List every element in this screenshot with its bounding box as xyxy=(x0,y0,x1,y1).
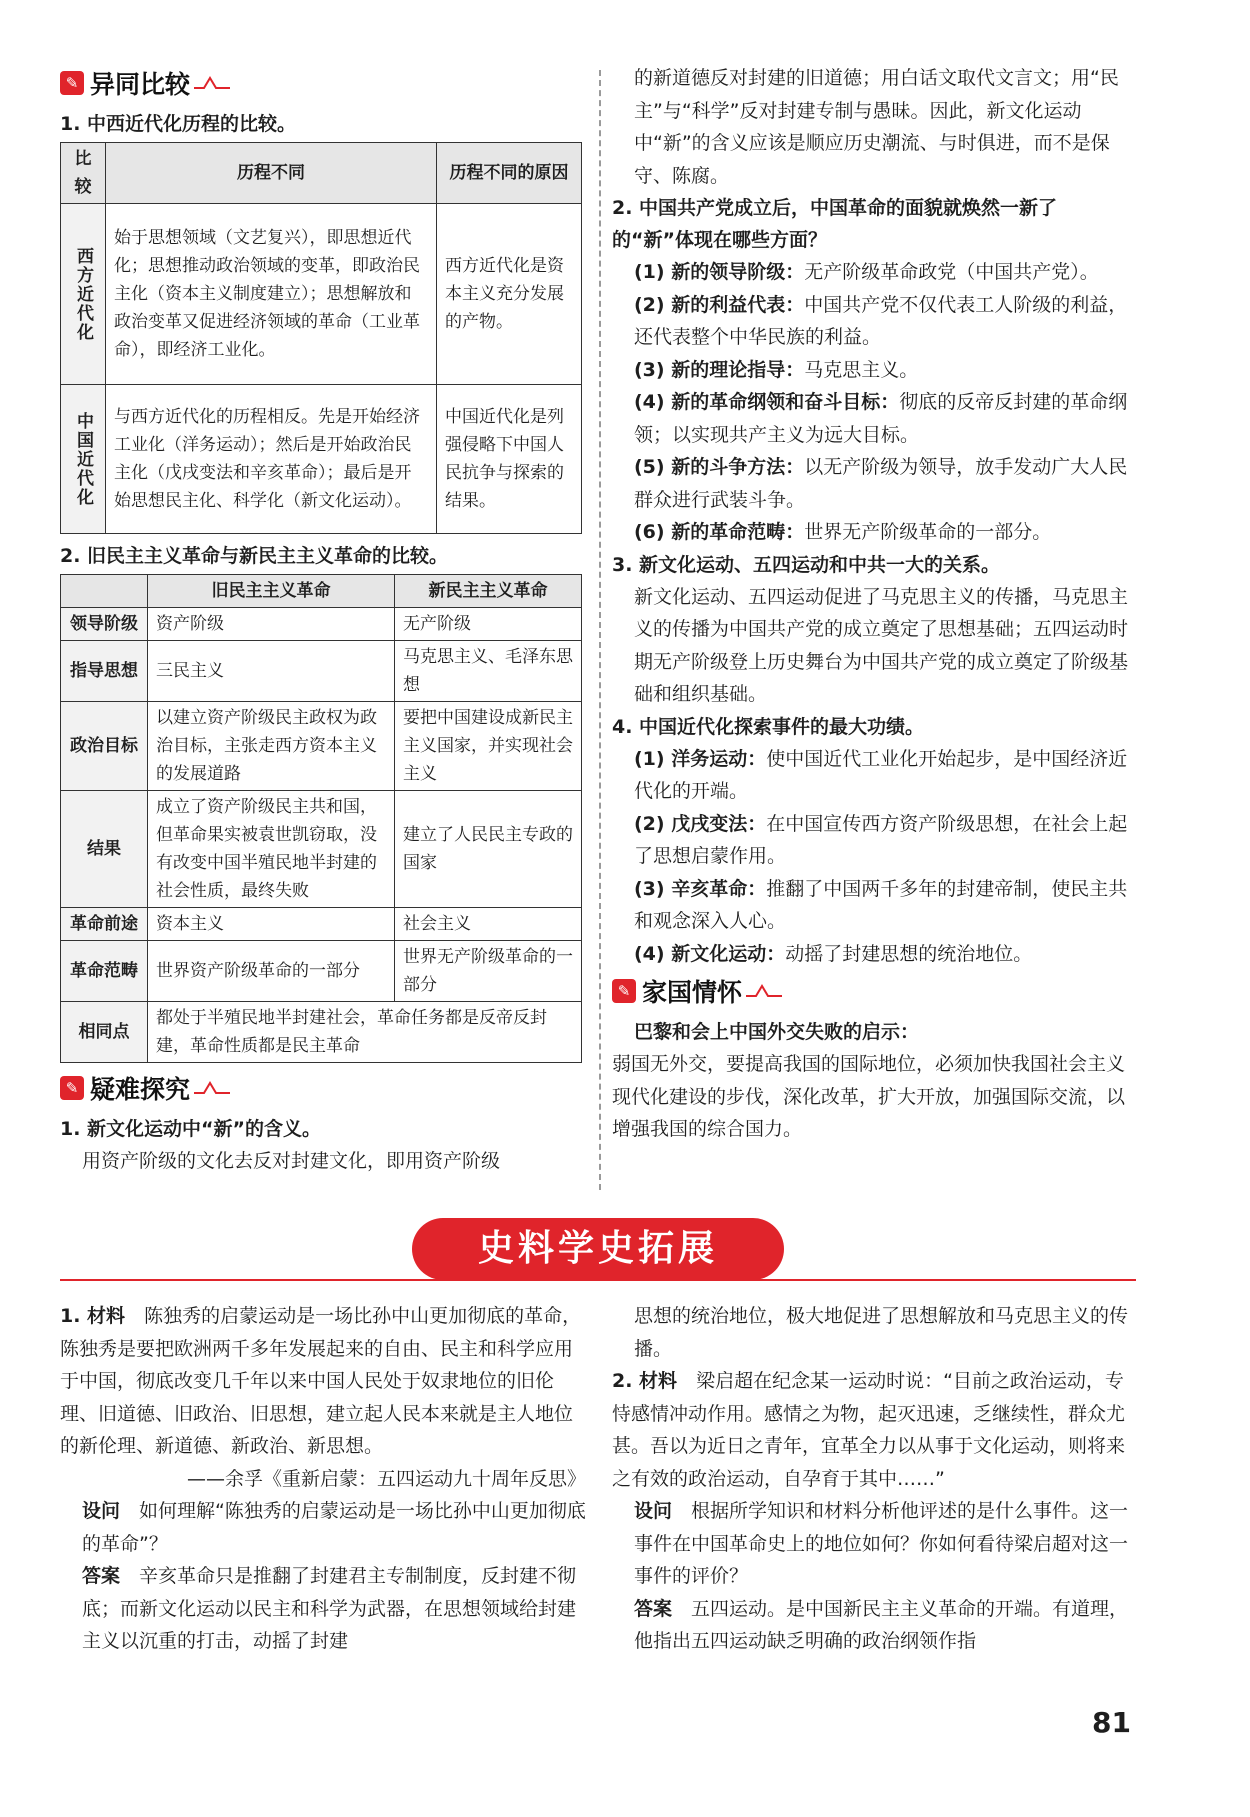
row-label: 中国近代化 xyxy=(61,385,106,534)
row-label: 革命范畴 xyxy=(61,941,148,1002)
table-cell: 建立了人民民主专政的国家 xyxy=(395,791,582,908)
table2-header-row xyxy=(61,575,582,608)
column-divider xyxy=(599,70,601,1190)
table-row xyxy=(61,204,582,385)
table1-header-row xyxy=(61,143,582,204)
extension-banner: 史料学史拓展 xyxy=(412,1218,784,1280)
list-item: (4) 新文化运动：动摇了封建思想的统治地位。 xyxy=(634,942,1033,965)
material-1: 1. 材料 陈独秀的启蒙运动是一场比孙中山更加彻底的革命，陈独秀是要把欧洲两千多年发展起来的自由、民主和科学应用于中国，彻底改变几千年以来中国人民处于奴隶地位的旧伦理、旧道德、旧政治、旧思想，建立起人民本来就是主人地位的新伦理、新道德、新政治、新思想。 xyxy=(60,1305,582,1457)
table-cell: 成立了资产阶级民主共和国，但革命果实被袁世凯窃取，没有改变中国半殖民地半封建的社会性质，最终失败 xyxy=(148,791,395,908)
extension-left xyxy=(60,1300,586,1658)
material-2: 2. 材料 梁启超在纪念某一运动时说：“目前之政治运动，专恃感情冲动作用。感情之为物，起灭迅速，乏继续性，群众尤甚。吾以为近日之青年，宜革全力以从事于文化运动，则将来之有效的政治运动，自孕育于其中……” xyxy=(612,1370,1126,1490)
row-label: 指导思想 xyxy=(61,641,148,702)
table-cell: 始于思想领域（文艺复兴），即思想近代化；思想推动政治领域的变革，即政治民主化（资本主义制度建立）；思想解放和政治变革又促进经济领域的革命（工业革命），即经济工业化。 xyxy=(106,204,437,385)
row-label: 西方近代化 xyxy=(61,204,106,385)
table2-header: 新民主主义革命 xyxy=(395,575,582,608)
row-label: 领导阶级 xyxy=(61,608,148,641)
section-diff-title: 异同比较 xyxy=(90,70,191,99)
page-number: 81 xyxy=(1092,1706,1131,1739)
table2 xyxy=(60,574,582,1063)
hard-q4: 4. 中国近代化探索事件的最大功绩。 xyxy=(612,715,925,738)
answer-1: 答案 辛亥革命只是推翻了封建君主专制制度，反封建不彻底；而新文化运动以民主和科学为武器，在思想领域给封建主义以沉重的打击，动摇了封建 xyxy=(82,1565,577,1652)
home-text: 弱国无外交，要提高我国的国际地位，必须加快我国社会主义现代化建设的步伐，深化改革，扩大开放，加强国际交流，以增强我国的综合国力。 xyxy=(612,1053,1126,1140)
table-cell: 无产阶级 xyxy=(395,608,582,641)
right-column xyxy=(612,62,1138,1146)
table-cell: 马克思主义、毛泽东思想 xyxy=(395,641,582,702)
section-home-header xyxy=(612,970,1138,1012)
table-row xyxy=(61,608,582,641)
answer-1-cont: 思想的统治地位，极大地促进了思想解放和马克思主义的传播。 xyxy=(634,1305,1129,1360)
hard-a3: 新文化运动、五四运动促进了马克思主义的传播，马克思主义的传播为中国共产党的成立奠定了思想基础；五四运动时期无产阶级登上历史舞台为中国共产党的成立奠定了阶级基础和组织基础。 xyxy=(634,585,1129,705)
row-label: 革命前途 xyxy=(61,908,148,941)
table-cell: 资本主义 xyxy=(148,908,395,941)
question-1: 设问 如何理解“陈独秀的启蒙运动是一场比孙中山更加彻底的革命”？ xyxy=(82,1500,586,1555)
table-cell: 要把中国建设成新民主主义国家，并实现社会主义 xyxy=(395,702,582,791)
list-item: (3) 新的理论指导：马克思主义。 xyxy=(634,358,919,381)
table1 xyxy=(60,142,582,534)
list-item: (4) 新的革命纲领和奋斗目标：彻底的反帝反封建的革命纲领；以实现共产主义为远大目标。 xyxy=(634,391,1128,446)
hard-a1-part1: 用资产阶级的文化去反对封建文化，即用资产阶级 xyxy=(82,1150,501,1172)
left-column xyxy=(60,62,586,1178)
table-cell: 与西方近代化的历程相反。先是开始经济工业化（洋务运动）；然后是开始政治民主化（戊戌变法和辛亥革命）；最后是开始思想民主化、科学化（新文化运动）。 xyxy=(106,385,437,534)
table-cell: 三民主义 xyxy=(148,641,395,702)
list-item: (2) 新的利益代表：中国共产党不仅代表工人阶级的利益，还代表整个中华民族的利益。 xyxy=(634,293,1128,348)
table-cell: 西方近代化是资本主义充分发展的产物。 xyxy=(437,204,582,385)
table2-header: 旧民主主义革命 xyxy=(148,575,395,608)
list-item: (3) 辛亥革命：推翻了中国两千多年的封建帝制，使民主共和观念深入人心。 xyxy=(634,877,1128,932)
pencil-icon: ✎ xyxy=(60,71,84,95)
table-row xyxy=(61,941,582,1002)
table-row xyxy=(61,1002,582,1063)
table-cell: 中国近代化是列强侵略下中国人民抗争与探索的结果。 xyxy=(437,385,582,534)
hard-q3: 3. 新文化运动、五四运动和中共一大的关系。 xyxy=(612,553,1001,576)
list-item: (1) 新的领导阶级：无产阶级革命政党（中国共产党）。 xyxy=(634,261,1099,283)
table-row xyxy=(61,702,582,791)
home-title: 巴黎和会上中国外交失败的启示： xyxy=(634,1021,920,1043)
list-item: (2) 戊戌变法：在中国宣传西方资产阶级思想，在社会上起了思想启蒙作用。 xyxy=(634,812,1128,867)
question-2: 设问 根据所学知识和材料分析他评述的是什么事件。这一事件在中国革命史上的地位如何？你如何看待梁启超对这一事件的评价？ xyxy=(634,1500,1129,1587)
row-label: 相同点 xyxy=(61,1002,148,1063)
hard-q2: 2. 中国共产党成立后，中国革命的面貌就焕然一新了的“新”体现在哪些方面？ xyxy=(612,197,1058,251)
table-cell: 以建立资产阶级民主政权为政治目标，主张走西方资本主义的发展道路 xyxy=(148,702,395,791)
wave-icon xyxy=(194,1081,230,1095)
table1-title: 1. 中西近代化历程的比较。 xyxy=(60,113,297,135)
pencil-icon: ✎ xyxy=(612,979,636,1003)
pencil-icon: ✎ xyxy=(60,1076,84,1100)
table-row xyxy=(61,908,582,941)
section-home-title: 家国情怀 xyxy=(642,978,743,1007)
table1-header: 比较 xyxy=(61,143,106,204)
table-cell: 社会主义 xyxy=(395,908,582,941)
list-item: (6) 新的革命范畴：世界无产阶级革命的一部分。 xyxy=(634,521,1052,543)
row-label: 结果 xyxy=(61,791,148,908)
table-row xyxy=(61,791,582,908)
table-cell: 都处于半殖民地半封建社会，革命任务都是反帝反封建，革命性质都是民主革命 xyxy=(148,1002,582,1063)
hard-a1-part2: 的新道德反对封建的旧道德；用白话文取代文言文；用“民主”与“科学”反对封建专制与愚昧。因此，新文化运动中“新”的含义应该是顺应历史潮流、与时俱进，而不是保守、陈腐。 xyxy=(634,67,1119,187)
table-row xyxy=(61,385,582,534)
table-cell: 资产阶级 xyxy=(148,608,395,641)
table-cell: 世界资产阶级革命的一部分 xyxy=(148,941,395,1002)
list-item: (1) 洋务运动：使中国近代工业化开始起步，是中国经济近代化的开端。 xyxy=(634,747,1128,802)
table2-title: 2. 旧民主主义革命与新民主主义革命的比较。 xyxy=(60,545,449,567)
table2-header xyxy=(61,575,148,608)
answer-2: 答案 五四运动。是中国新民主主义革命的开端。有道理，他指出五四运动缺乏明确的政治纲领作指 xyxy=(634,1597,1129,1652)
section-diff-header xyxy=(60,62,586,104)
row-label: 政治目标 xyxy=(61,702,148,791)
extension-right xyxy=(612,1300,1138,1658)
table1-header: 历程不同的原因 xyxy=(437,143,582,204)
table1-header: 历程不同 xyxy=(106,143,437,204)
banner-divider xyxy=(60,1279,1136,1281)
wave-icon xyxy=(746,984,782,998)
table-row xyxy=(61,641,582,702)
hard-q1: 1. 新文化运动中“新”的含义。 xyxy=(60,1118,322,1140)
section-hard-header xyxy=(60,1067,586,1109)
table-cell: 世界无产阶级革命的一部分 xyxy=(395,941,582,1002)
wave-icon xyxy=(194,76,230,90)
section-hard-title: 疑难探究 xyxy=(90,1075,191,1104)
list-item: (5) 新的斗争方法：以无产阶级为领导，放手发动广大人民群众进行武装斗争。 xyxy=(634,456,1128,511)
material-1-source: ——余孚《重新启蒙：五四运动九十周年反思》 xyxy=(186,1467,586,1490)
